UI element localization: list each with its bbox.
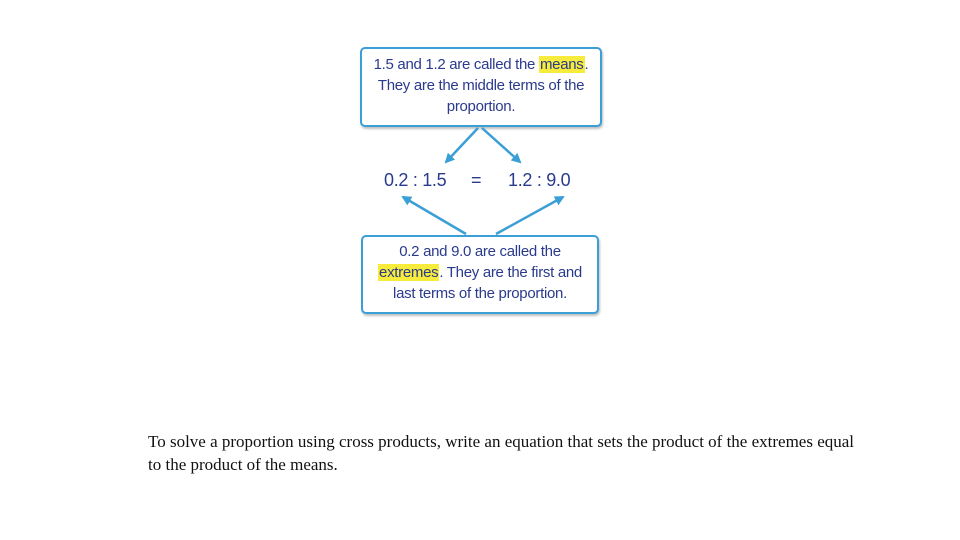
arrow-to-1-2: [482, 128, 520, 162]
means-highlight: means: [539, 56, 584, 73]
caption-text: To solve a proportion using cross products, write an equation that sets the product of the extremes equal to the product of the means.: [148, 432, 855, 474]
extremes-highlight: extremes: [379, 264, 439, 281]
extremes-callout-line-2: [363, 262, 597, 283]
arrow-to-9-0: [496, 197, 563, 234]
means-callout-line-2: They are the middle terms of the: [377, 77, 585, 94]
proportion-left-ratio: 0.2 : 1.5: [384, 170, 447, 190]
extremes-callout-line-1: 0.2 and 9.0 are called the: [399, 243, 561, 260]
proportion-equals-sign: =: [471, 170, 482, 190]
extremes-callout-text: . They are the first and: [439, 264, 582, 281]
means-callout-text: 1.5 and 1.2 are called the: [373, 56, 539, 73]
extremes-callout-line-3: last terms of the proportion.: [393, 285, 567, 302]
arrow-to-0-2: [403, 197, 466, 234]
extremes-callout: [361, 235, 599, 314]
means-callout-period: .: [584, 56, 589, 73]
arrow-to-1-5: [446, 128, 478, 162]
proportion-right-ratio: 1.2 : 9.0: [508, 170, 571, 190]
means-callout-line-3: proportion.: [446, 98, 516, 115]
